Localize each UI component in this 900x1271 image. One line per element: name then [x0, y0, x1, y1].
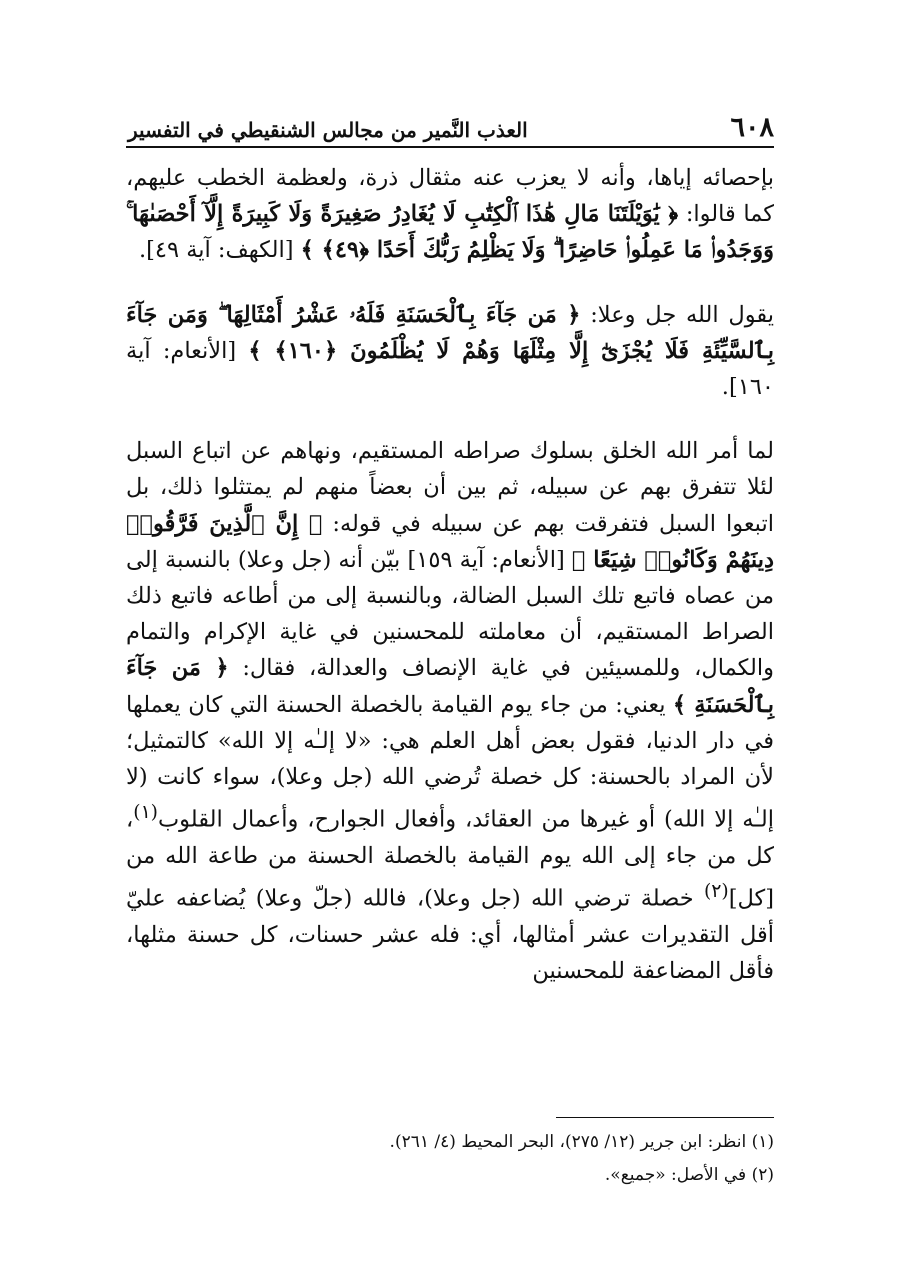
footnote-1: (١) انظر: ابن جرير (١٢/ ٢٧٥)، البحر المحيط (٤/ ٢٦١). — [389, 1132, 774, 1152]
footnotes — [126, 1126, 774, 1192]
main-text — [126, 160, 774, 989]
footnote-divider — [556, 1117, 774, 1118]
footnote-ref-2: (٢) — [703, 881, 729, 903]
paragraph-1 — [126, 160, 774, 269]
paragraph-3-text-c: يعني: من جاء يوم القيامة بالخصلة الحسنة التي كان يعملها في دار الدنيا، فقول بعض أهل العلم هي: «لا إلـٰه إلا الله» كالتمثيل؛ لأن المراد بالحسنة: كل خصلة تُرضي الله (جل وعلا)، سواء كانت (لا إلـٰه إلا الله) أو غيرها من العقائد، وأفعال الجوارح، وأعمال القلوب — [126, 691, 774, 833]
footnote-2: (٢) في الأصل: «جميع». — [604, 1165, 774, 1185]
paragraph-3 — [126, 433, 774, 989]
verse-reference-kahf: [الكهف: آية ٤٩]. — [138, 237, 301, 264]
paragraph-3-text-e: خصلة ترضي الله (جل وعلا)، فالله (جلّ وعلا) يُضاعفه عليّ أقل التقديرات عشر أمثالها، أي: فله عشر حسنات، كل حسنة مثلها، فأقل المضاعفة للمحسنين — [126, 885, 774, 985]
quran-verse-fragment: ﴿ مَن جَآءَ بِٱلْحَسَنَةِ ﴾ — [126, 655, 774, 718]
paragraph-3-text-b: [الأنعام: آية ١٥٩] بيّن أنه (جل وعلا) بالنسبة إلى من عصاه فاتبع تلك السبل الضالة، وبالنسبة إلى من أطاعه فاتبع ذلك الصراط المستقيم، أن معاملته للمحسنين في غاية الإكرام والتمام والكمال، وللمسيئين في غاية الإنصاف والعدالة، فقال: — [126, 546, 774, 682]
quran-verse-anam-159: ﴿ إِنَّ ٱلَّذِينَ فَرَّقُوا۟ دِينَهُمْ وَكَانُوا۟ شِيَعًا ﴾ — [126, 510, 774, 573]
quran-verse-kahf-49: ﴿ يَٰوَيْلَتَنَا مَالِ هَٰذَا ٱلْكِتَٰبِ لَا يُغَادِرُ صَغِيرَةً وَلَا كَبِيرَةً إِلَّآ أَحْصَىٰهَا ۚ وَوَجَدُوا۟ مَا عَمِلُوا۟ حَاضِرًا ۗ وَلَا يَظْلِمُ رَبُّكَ أَحَدًا ﴿٤٩﴾ ﴾ — [126, 201, 774, 264]
verse-reference-anam-160: [الأنعام: آية ١٦٠]. — [126, 337, 774, 401]
page-header — [128, 104, 774, 146]
header-divider — [126, 146, 774, 148]
quran-verse-anam-160: ﴿ مَن جَآءَ بِٱلْحَسَنَةِ فَلَهُۥ عَشْرُ أَمْثَالِهَا ۖ وَمَن جَآءَ بِٱلسَّيِّئَةِ فَلَا يُجْزَىٰٓ إِلَّا مِثْلَهَا وَهُمْ لَا يُظْلَمُونَ ﴿١٦٠﴾ ﴾ — [126, 301, 774, 364]
running-title: العذب النَّمير من مجالس الشنقيطي في التفسير — [128, 118, 528, 142]
paragraph-3-text-d: ، كل من جاء إلى الله يوم القيامة بالخصلة الحسنة من طاعة الله من [كل] — [126, 806, 774, 912]
paragraph-3-text-a: لما أمر الله الخلق بسلوك صراطه المستقيم، ونهاهم عن اتباع السبل لئلا تتفرق بهم عن سبيله، ثم بين أن بعضاً منهم لم يمتثلوا ذلك، بل اتبعوا السبل فتفرقت بهم عن سبيله في قوله: — [126, 438, 774, 537]
footnote-ref-1: (١) — [133, 802, 158, 824]
paragraph-2 — [126, 297, 774, 406]
paragraph-1-text: بإحصائه إياها، وأنه لا يعزب عنه مثقال ذرة، ولعظمة الخطب عليهم، كما قالوا: — [126, 165, 774, 228]
page-number: ٦٠٨ — [730, 112, 774, 143]
paragraph-2-text: يقول الله جل وعلا: — [580, 301, 774, 328]
